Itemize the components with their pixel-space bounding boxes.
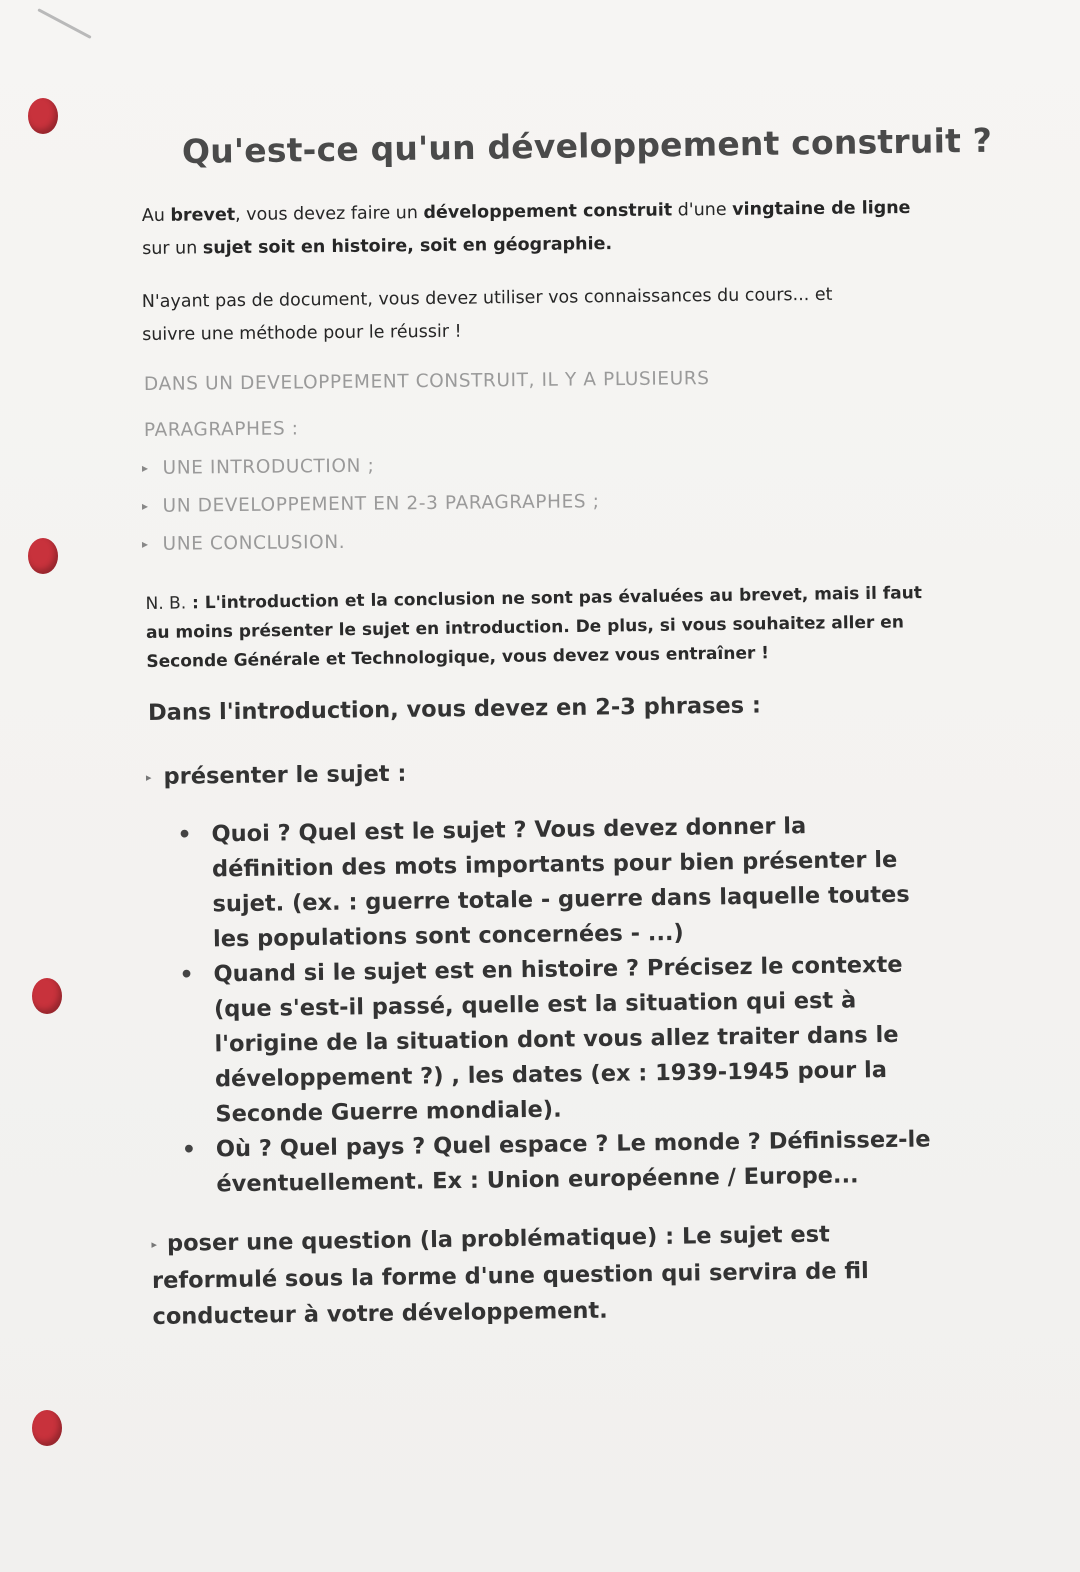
structure-item: ▸ UN DEVELOPPEMENT EN 2-3 PARAGRAPHES ;: [141, 491, 600, 517]
introduction-heading: Dans l'introduction, vous devez en 2-3 phrases :: [147, 692, 762, 726]
triangle-bullet-icon: ▸: [145, 770, 152, 784]
binder-hole-icon: [28, 98, 58, 134]
triangle-bullet-icon: ▸: [141, 498, 149, 513]
nb-text: : L'introduction et la conclusion ne sont pas évaluées au brevet, mais il faut au moins présenter le sujet en introduction. De plus, si vous souhaitez aller en Seconde Générale et Technologique, vous devez vous entraîner !: [145, 583, 923, 672]
pen-mark: [37, 8, 91, 39]
nb-label: N. B.: [145, 593, 187, 615]
intro-segment: sujet soit en histoire, soit en géographie.: [202, 234, 613, 259]
dot-bullet-icon: •: [177, 822, 192, 848]
binder-hole-icon: [28, 538, 58, 574]
page-title: Qu'est-ce qu'un développement construit ?: [181, 120, 993, 171]
binder-hole-icon: [32, 1410, 62, 1446]
intro-segment: , vous devez faire un: [235, 203, 424, 226]
nota-bene: [145, 579, 936, 677]
structure-heading-line2: PARAGRAPHES :: [143, 418, 299, 441]
present-bullets-list: [169, 807, 934, 1203]
triangle-bullet-icon: ▸: [141, 460, 149, 475]
binder-hole-icon: [32, 978, 62, 1014]
list-item: • Où ? Quel pays ? Quel espace ? Le monde ? Définissez-le éventuellement. Ex : Union européenne / Europe...: [181, 1126, 931, 1198]
structure-heading-line1: DANS UN DEVELOPPEMENT CONSTRUIT, IL Y A PLUSIEURS: [143, 368, 710, 395]
structure-item: ▸ UNE INTRODUCTION ;: [141, 455, 375, 479]
intro-segment: d'une: [672, 199, 733, 221]
intro-paragraph-1: [142, 192, 943, 266]
triangle-bullet-icon: ▸: [141, 536, 149, 551]
list-item: • Quoi ? Quel est le sujet ? Vous devez donner la définition des mots importants pour bien présenter le sujet. (ex. : guerre totale - guerre dans laquelle toutes les populations sont concernées - ...): [177, 813, 910, 953]
list-item: • Quand si le sujet est en histoire ? Précisez le contexte (que s'est-il passé, quelle est la situation qui est à l'origine de la situation dont vous allez traiter dans le développement ?) , les dates (ex : 1939-1945 pour la Seconde Guerre mondiale).: [179, 951, 903, 1128]
intro-segment: sur un: [142, 238, 203, 259]
pose-question-paragraph: ▸ poser une question (la problématique) : Le sujet est reformulé sous la forme d'une question qui servira de fil conducteur à votre développement.: [151, 1221, 869, 1330]
intro-paragraph-2: N'ayant pas de document, vous devez utiliser vos connaissances du cours... et suivre une méthode pour le réussir !: [141, 284, 833, 345]
intro-segment: développement construit: [423, 200, 673, 224]
triangle-bullet-icon: ▸: [151, 1237, 158, 1252]
intro-segment: Au: [141, 205, 171, 227]
intro-segment: vingtaine de ligne: [732, 197, 911, 220]
present-subject-heading: ▸ présenter le sujet :: [145, 760, 407, 790]
dot-bullet-icon: •: [179, 962, 194, 988]
structure-item: ▸ UNE CONCLUSION.: [141, 531, 346, 555]
intro-segment: brevet: [170, 205, 236, 226]
dot-bullet-icon: •: [181, 1137, 197, 1163]
